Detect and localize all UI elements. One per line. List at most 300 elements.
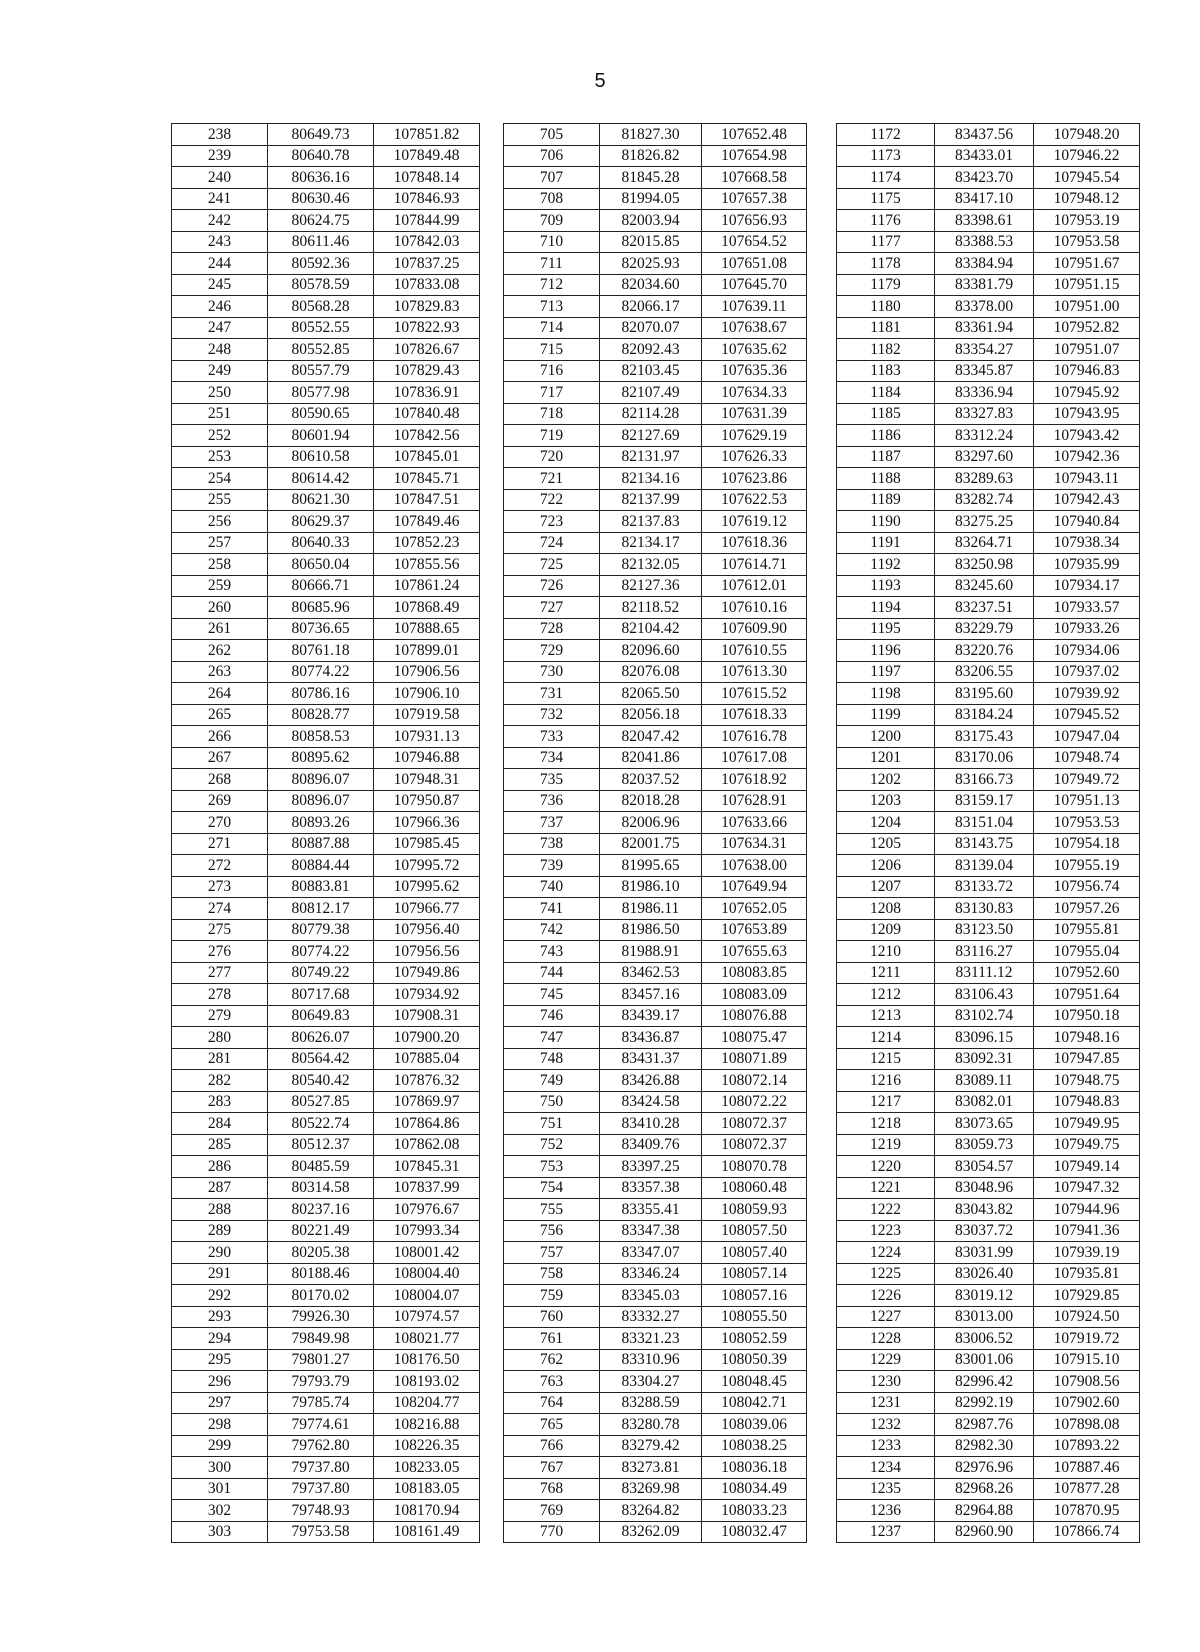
table-row (504, 1220, 807, 1242)
y-coordinate-cell: 107947.04 (1034, 726, 1140, 748)
y-coordinate-cell: 107848.14 (374, 167, 480, 189)
table-row (837, 1242, 1140, 1264)
y-coordinate-cell: 107943.95 (1034, 403, 1140, 425)
x-coordinate-cell: 83397.25 (600, 1156, 702, 1178)
x-coordinate-cell: 80552.55 (268, 317, 374, 339)
table-row (837, 919, 1140, 941)
x-coordinate-cell: 82107.49 (600, 382, 702, 404)
y-coordinate-cell: 107610.55 (702, 640, 807, 662)
y-coordinate-cell: 107950.18 (1034, 1005, 1140, 1027)
table-row (504, 124, 807, 146)
y-coordinate-cell: 107939.92 (1034, 683, 1140, 705)
table-row (837, 231, 1140, 253)
x-coordinate-cell: 80314.58 (268, 1177, 374, 1199)
table-row (837, 124, 1140, 146)
point-number-cell: 293 (172, 1306, 268, 1328)
y-coordinate-cell: 107849.48 (374, 145, 480, 167)
point-number-cell: 1207 (837, 876, 935, 898)
point-number-cell: 1216 (837, 1070, 935, 1092)
point-number-cell: 749 (504, 1070, 600, 1092)
point-number-cell: 726 (504, 575, 600, 597)
table-row (172, 360, 480, 382)
point-number-cell: 1219 (837, 1134, 935, 1156)
x-coordinate-cell: 80610.58 (268, 446, 374, 468)
point-number-cell: 756 (504, 1220, 600, 1242)
table-row (837, 704, 1140, 726)
x-coordinate-cell: 80540.42 (268, 1070, 374, 1092)
x-coordinate-cell: 80512.37 (268, 1134, 374, 1156)
y-coordinate-cell: 107898.08 (1034, 1414, 1140, 1436)
point-number-cell: 245 (172, 274, 268, 296)
point-number-cell: 243 (172, 231, 268, 253)
y-coordinate-cell: 107945.92 (1034, 382, 1140, 404)
table-row (837, 855, 1140, 877)
table-row (172, 898, 480, 920)
y-coordinate-cell: 107933.26 (1034, 618, 1140, 640)
point-number-cell: 1181 (837, 317, 935, 339)
x-coordinate-cell: 83264.71 (935, 532, 1034, 554)
y-coordinate-cell: 107935.99 (1034, 554, 1140, 576)
table-row (504, 468, 807, 490)
y-coordinate-cell: 107900.20 (374, 1027, 480, 1049)
table-row (837, 274, 1140, 296)
point-number-cell: 735 (504, 769, 600, 791)
x-coordinate-cell: 79748.93 (268, 1500, 374, 1522)
x-coordinate-cell: 82047.42 (600, 726, 702, 748)
y-coordinate-cell: 108004.07 (374, 1285, 480, 1307)
point-number-cell: 750 (504, 1091, 600, 1113)
table-row (504, 640, 807, 662)
x-coordinate-cell: 80640.33 (268, 532, 374, 554)
point-number-cell: 1192 (837, 554, 935, 576)
point-number-cell: 736 (504, 790, 600, 812)
x-coordinate-cell: 80666.71 (268, 575, 374, 597)
x-coordinate-cell: 80592.36 (268, 253, 374, 275)
point-number-cell: 1176 (837, 210, 935, 232)
x-coordinate-cell: 80564.42 (268, 1048, 374, 1070)
point-number-cell: 1213 (837, 1005, 935, 1027)
x-coordinate-cell: 83297.60 (935, 446, 1034, 468)
table-row (172, 1134, 480, 1156)
x-coordinate-cell: 82996.42 (935, 1371, 1034, 1393)
point-number-cell: 706 (504, 145, 600, 167)
x-coordinate-cell: 82982.30 (935, 1435, 1034, 1457)
x-coordinate-cell: 80577.98 (268, 382, 374, 404)
x-coordinate-cell: 82056.18 (600, 704, 702, 726)
x-coordinate-cell: 80590.65 (268, 403, 374, 425)
table-row (172, 554, 480, 576)
table-row (837, 1156, 1140, 1178)
x-coordinate-cell: 83462.53 (600, 962, 702, 984)
y-coordinate-cell: 107948.75 (1034, 1070, 1140, 1092)
table-row (504, 1435, 807, 1457)
point-number-cell: 263 (172, 661, 268, 683)
table-row (172, 855, 480, 877)
y-coordinate-cell: 107645.70 (702, 274, 807, 296)
table-row (504, 618, 807, 640)
point-number-cell: 1200 (837, 726, 935, 748)
x-coordinate-cell: 80884.44 (268, 855, 374, 877)
x-coordinate-cell: 82127.69 (600, 425, 702, 447)
y-coordinate-cell: 108072.37 (702, 1134, 807, 1156)
table-row (837, 640, 1140, 662)
x-coordinate-cell: 83457.16 (600, 984, 702, 1006)
y-coordinate-cell: 107609.90 (702, 618, 807, 640)
y-coordinate-cell: 107653.89 (702, 919, 807, 941)
x-coordinate-cell: 80640.78 (268, 145, 374, 167)
x-coordinate-cell: 79762.80 (268, 1435, 374, 1457)
point-number-cell: 255 (172, 489, 268, 511)
table-row (837, 683, 1140, 705)
coordinate-table-body (172, 124, 480, 1543)
point-number-cell: 1214 (837, 1027, 935, 1049)
table-row (504, 984, 807, 1006)
table-row (172, 1005, 480, 1027)
table-row (837, 1091, 1140, 1113)
table-row (172, 1027, 480, 1049)
y-coordinate-cell: 107618.33 (702, 704, 807, 726)
y-coordinate-cell: 108057.50 (702, 1220, 807, 1242)
y-coordinate-cell: 107829.83 (374, 296, 480, 318)
table-row (837, 210, 1140, 232)
point-number-cell: 1197 (837, 661, 935, 683)
table-row (504, 1328, 807, 1350)
table-row (837, 769, 1140, 791)
x-coordinate-cell: 82015.85 (600, 231, 702, 253)
point-number-cell: 257 (172, 532, 268, 554)
table-row (172, 210, 480, 232)
x-coordinate-cell: 82092.43 (600, 339, 702, 361)
x-coordinate-cell: 83006.52 (935, 1328, 1034, 1350)
point-number-cell: 283 (172, 1091, 268, 1113)
table-row (504, 1177, 807, 1199)
point-number-cell: 261 (172, 618, 268, 640)
y-coordinate-cell: 107924.50 (1034, 1306, 1140, 1328)
point-number-cell: 274 (172, 898, 268, 920)
x-coordinate-cell: 80630.46 (268, 188, 374, 210)
point-number-cell: 1188 (837, 468, 935, 490)
table-row (837, 984, 1140, 1006)
x-coordinate-cell: 81986.10 (600, 876, 702, 898)
coordinate-table-body (837, 124, 1140, 1543)
x-coordinate-cell: 83250.98 (935, 554, 1034, 576)
point-number-cell: 277 (172, 962, 268, 984)
x-coordinate-cell: 83013.00 (935, 1306, 1034, 1328)
y-coordinate-cell: 107995.62 (374, 876, 480, 898)
table-row (837, 726, 1140, 748)
point-number-cell: 287 (172, 1177, 268, 1199)
point-number-cell: 289 (172, 1220, 268, 1242)
y-coordinate-cell: 107956.56 (374, 941, 480, 963)
y-coordinate-cell: 107929.85 (1034, 1285, 1140, 1307)
x-coordinate-cell: 83133.72 (935, 876, 1034, 898)
y-coordinate-cell: 107934.06 (1034, 640, 1140, 662)
table-row (172, 919, 480, 941)
y-coordinate-cell: 108070.78 (702, 1156, 807, 1178)
point-number-cell: 724 (504, 532, 600, 554)
x-coordinate-cell: 80552.85 (268, 339, 374, 361)
x-coordinate-cell: 83378.00 (935, 296, 1034, 318)
table-row (504, 145, 807, 167)
y-coordinate-cell: 107845.71 (374, 468, 480, 490)
table-row (504, 1500, 807, 1522)
y-coordinate-cell: 107953.58 (1034, 231, 1140, 253)
point-number-cell: 1182 (837, 339, 935, 361)
x-coordinate-cell: 83048.96 (935, 1177, 1034, 1199)
coordinate-table-1 (171, 123, 480, 1543)
x-coordinate-cell: 83059.73 (935, 1134, 1034, 1156)
y-coordinate-cell: 107893.22 (1034, 1435, 1140, 1457)
x-coordinate-cell: 81995.65 (600, 855, 702, 877)
table-row (837, 1199, 1140, 1221)
table-row (172, 1435, 480, 1457)
table-row (172, 1371, 480, 1393)
x-coordinate-cell: 80717.68 (268, 984, 374, 1006)
point-number-cell: 288 (172, 1199, 268, 1221)
table-row (504, 231, 807, 253)
x-coordinate-cell: 80858.53 (268, 726, 374, 748)
x-coordinate-cell: 83096.15 (935, 1027, 1034, 1049)
x-coordinate-cell: 83410.28 (600, 1113, 702, 1135)
point-number-cell: 1223 (837, 1220, 935, 1242)
table-row (504, 597, 807, 619)
x-coordinate-cell: 80779.38 (268, 919, 374, 941)
y-coordinate-cell: 107844.99 (374, 210, 480, 232)
x-coordinate-cell: 83345.87 (935, 360, 1034, 382)
table-row (504, 790, 807, 812)
x-coordinate-cell: 83159.17 (935, 790, 1034, 812)
point-number-cell: 720 (504, 446, 600, 468)
x-coordinate-cell: 83398.61 (935, 210, 1034, 232)
point-number-cell: 1204 (837, 812, 935, 834)
table-row (837, 532, 1140, 554)
y-coordinate-cell: 108057.16 (702, 1285, 807, 1307)
table-row (172, 468, 480, 490)
table-row (172, 532, 480, 554)
y-coordinate-cell: 108050.39 (702, 1349, 807, 1371)
y-coordinate-cell: 107954.18 (1034, 833, 1140, 855)
y-coordinate-cell: 107949.14 (1034, 1156, 1140, 1178)
y-coordinate-cell: 107953.53 (1034, 812, 1140, 834)
point-number-cell: 275 (172, 919, 268, 941)
x-coordinate-cell: 80896.07 (268, 790, 374, 812)
point-number-cell: 1180 (837, 296, 935, 318)
y-coordinate-cell: 107639.11 (702, 296, 807, 318)
y-coordinate-cell: 107847.51 (374, 489, 480, 511)
x-coordinate-cell: 83417.10 (935, 188, 1034, 210)
y-coordinate-cell: 107862.08 (374, 1134, 480, 1156)
table-row (172, 661, 480, 683)
table-row (504, 1199, 807, 1221)
x-coordinate-cell: 83106.43 (935, 984, 1034, 1006)
point-number-cell: 732 (504, 704, 600, 726)
x-coordinate-cell: 80685.96 (268, 597, 374, 619)
y-coordinate-cell: 107946.83 (1034, 360, 1140, 382)
point-number-cell: 758 (504, 1263, 600, 1285)
y-coordinate-cell: 107618.92 (702, 769, 807, 791)
table-row (504, 1392, 807, 1414)
x-coordinate-cell: 83019.12 (935, 1285, 1034, 1307)
y-coordinate-cell: 107826.67 (374, 339, 480, 361)
table-row (504, 661, 807, 683)
x-coordinate-cell: 82034.60 (600, 274, 702, 296)
table-row (172, 167, 480, 189)
y-coordinate-cell: 107628.91 (702, 790, 807, 812)
table-row (172, 231, 480, 253)
y-coordinate-cell: 107943.42 (1034, 425, 1140, 447)
y-coordinate-cell: 107622.53 (702, 489, 807, 511)
y-coordinate-cell: 107995.72 (374, 855, 480, 877)
table-row (837, 425, 1140, 447)
table-row (837, 167, 1140, 189)
table-row (837, 360, 1140, 382)
table-row (172, 425, 480, 447)
point-number-cell: 1208 (837, 898, 935, 920)
table-row (504, 683, 807, 705)
x-coordinate-cell: 79801.27 (268, 1349, 374, 1371)
y-coordinate-cell: 107866.74 (1034, 1521, 1140, 1543)
point-number-cell: 281 (172, 1048, 268, 1070)
table-row (504, 253, 807, 275)
y-coordinate-cell: 107949.95 (1034, 1113, 1140, 1135)
x-coordinate-cell: 80636.16 (268, 167, 374, 189)
point-number-cell: 711 (504, 253, 600, 275)
y-coordinate-cell: 108038.25 (702, 1435, 807, 1457)
y-coordinate-cell: 107623.86 (702, 468, 807, 490)
table-row (172, 683, 480, 705)
point-number-cell: 302 (172, 1500, 268, 1522)
x-coordinate-cell: 83206.55 (935, 661, 1034, 683)
y-coordinate-cell: 107638.67 (702, 317, 807, 339)
point-number-cell: 752 (504, 1134, 600, 1156)
point-number-cell: 1179 (837, 274, 935, 296)
point-number-cell: 295 (172, 1349, 268, 1371)
x-coordinate-cell: 83037.72 (935, 1220, 1034, 1242)
point-number-cell: 1212 (837, 984, 935, 1006)
y-coordinate-cell: 107654.98 (702, 145, 807, 167)
y-coordinate-cell: 107950.87 (374, 790, 480, 812)
y-coordinate-cell: 108036.18 (702, 1457, 807, 1479)
x-coordinate-cell: 80761.18 (268, 640, 374, 662)
y-coordinate-cell: 108033.23 (702, 1500, 807, 1522)
point-number-cell: 298 (172, 1414, 268, 1436)
point-number-cell: 1175 (837, 188, 935, 210)
point-number-cell: 1196 (837, 640, 935, 662)
point-number-cell: 238 (172, 124, 268, 146)
point-number-cell: 284 (172, 1113, 268, 1135)
table-row (837, 1048, 1140, 1070)
x-coordinate-cell: 80626.07 (268, 1027, 374, 1049)
x-coordinate-cell: 83184.24 (935, 704, 1034, 726)
x-coordinate-cell: 83166.73 (935, 769, 1034, 791)
table-row (504, 1134, 807, 1156)
table-row (504, 1263, 807, 1285)
x-coordinate-cell: 83282.74 (935, 489, 1034, 511)
table-row (172, 1285, 480, 1307)
table-row (504, 1048, 807, 1070)
table-row (504, 1414, 807, 1436)
x-coordinate-cell: 80883.81 (268, 876, 374, 898)
y-coordinate-cell: 107610.16 (702, 597, 807, 619)
point-number-cell: 241 (172, 188, 268, 210)
table-row (837, 317, 1140, 339)
table-row (837, 296, 1140, 318)
x-coordinate-cell: 82137.99 (600, 489, 702, 511)
x-coordinate-cell: 83347.07 (600, 1242, 702, 1264)
point-number-cell: 1174 (837, 167, 935, 189)
point-number-cell: 715 (504, 339, 600, 361)
point-number-cell: 712 (504, 274, 600, 296)
x-coordinate-cell: 83170.06 (935, 747, 1034, 769)
table-row (172, 1306, 480, 1328)
point-number-cell: 764 (504, 1392, 600, 1414)
point-number-cell: 262 (172, 640, 268, 662)
x-coordinate-cell: 80893.26 (268, 812, 374, 834)
y-coordinate-cell: 107626.33 (702, 446, 807, 468)
point-number-cell: 259 (172, 575, 268, 597)
x-coordinate-cell: 81988.91 (600, 941, 702, 963)
table-row (504, 876, 807, 898)
point-number-cell: 763 (504, 1371, 600, 1393)
point-number-cell: 755 (504, 1199, 600, 1221)
table-row (837, 661, 1140, 683)
x-coordinate-cell: 81845.28 (600, 167, 702, 189)
y-coordinate-cell: 107868.49 (374, 597, 480, 619)
x-coordinate-cell: 80828.77 (268, 704, 374, 726)
x-coordinate-cell: 82131.97 (600, 446, 702, 468)
point-number-cell: 1234 (837, 1457, 935, 1479)
y-coordinate-cell: 107934.17 (1034, 575, 1140, 597)
y-coordinate-cell: 107870.95 (1034, 1500, 1140, 1522)
x-coordinate-cell: 82134.16 (600, 468, 702, 490)
y-coordinate-cell: 108057.14 (702, 1263, 807, 1285)
point-number-cell: 727 (504, 597, 600, 619)
table-row (172, 876, 480, 898)
point-number-cell: 768 (504, 1478, 600, 1500)
x-coordinate-cell: 83229.79 (935, 618, 1034, 640)
table-row (837, 382, 1140, 404)
table-row (172, 1242, 480, 1264)
y-coordinate-cell: 107906.56 (374, 661, 480, 683)
point-number-cell: 725 (504, 554, 600, 576)
y-coordinate-cell: 107951.13 (1034, 790, 1140, 812)
table-row (504, 532, 807, 554)
y-coordinate-cell: 107888.65 (374, 618, 480, 640)
x-coordinate-cell: 83092.31 (935, 1048, 1034, 1070)
x-coordinate-cell: 80896.07 (268, 769, 374, 791)
y-coordinate-cell: 107836.91 (374, 382, 480, 404)
y-coordinate-cell: 107613.30 (702, 661, 807, 683)
table-row (172, 339, 480, 361)
x-coordinate-cell: 83073.65 (935, 1113, 1034, 1135)
x-coordinate-cell: 83431.37 (600, 1048, 702, 1070)
y-coordinate-cell: 108183.05 (374, 1478, 480, 1500)
point-number-cell: 729 (504, 640, 600, 662)
y-coordinate-cell: 108072.37 (702, 1113, 807, 1135)
y-coordinate-cell: 107955.19 (1034, 855, 1140, 877)
point-number-cell: 1227 (837, 1306, 935, 1328)
y-coordinate-cell: 107942.43 (1034, 489, 1140, 511)
point-number-cell: 296 (172, 1371, 268, 1393)
x-coordinate-cell: 83123.50 (935, 919, 1034, 941)
y-coordinate-cell: 107955.81 (1034, 919, 1140, 941)
point-number-cell: 710 (504, 231, 600, 253)
y-coordinate-cell: 107919.72 (1034, 1328, 1140, 1350)
x-coordinate-cell: 82114.28 (600, 403, 702, 425)
point-number-cell: 744 (504, 962, 600, 984)
point-number-cell: 751 (504, 1113, 600, 1135)
point-number-cell: 1230 (837, 1371, 935, 1393)
